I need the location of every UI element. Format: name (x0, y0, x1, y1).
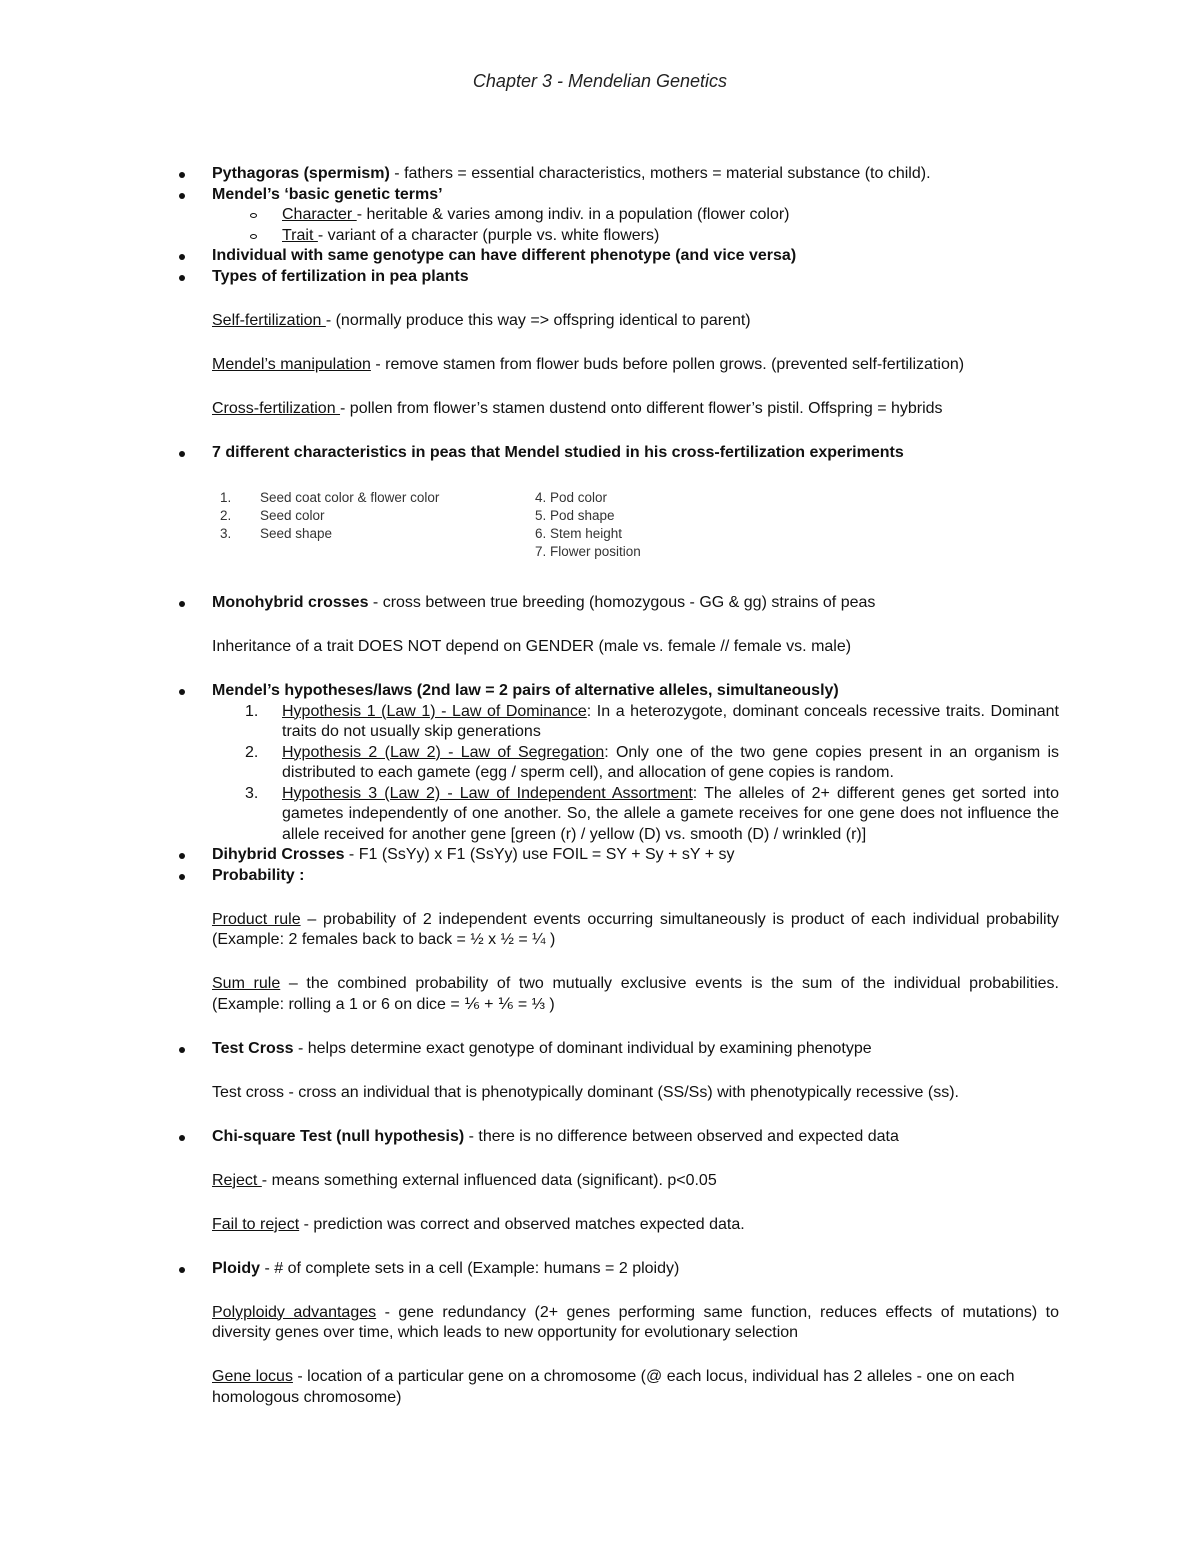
bullet-dihybrid: Dihybrid Crosses - F1 (SsYy) x F1 (SsYy) use FOIL = SY + Sy + sY + sy (212, 845, 1059, 866)
para-polyploidy: Polyploidy advantages - gene redundancy (2+ genes performing same function, reduces effects of mutations) to diversity genes over time, which leads to new opportunity for evolutionary selection (212, 1303, 1059, 1341)
list-item: 6. Stem height (535, 526, 623, 541)
hypothesis-3: 3. Hypothesis 3 (Law 2) - Law of Independent Assortment: The alleles of 2+ different genes get sorted into gametes independently of one another. So, the allele a gamete receives for one gene does not influence the allele received for another gene [green (r) / yellow (D) vs. smooth (D) / wrinkled (r)] (245, 784, 1059, 843)
bullet-seven-characteristics: 7 different characteristics in peas that Mendel studied in his cross-fertilization experiments (212, 443, 1059, 464)
characteristics-column-right (535, 489, 795, 561)
para-cross-fertilization: Cross-fertilization - pollen from flower’s stamen dustend onto different flower’s pistil. Offspring = hybrids (212, 399, 943, 417)
sub-bullet-character: Character - heritable & varies among indiv. in a population (flower color) (212, 205, 1059, 226)
bullet-fertilization-types: Types of fertilization in pea plants (212, 267, 1059, 288)
list-item: 1. Seed coat color & flower color (220, 490, 440, 505)
bullet-monohybrid: Monohybrid crosses - cross between true breeding (homozygous - GG & gg) strains of peas (212, 593, 1059, 614)
list-item: 2. Seed color (220, 508, 325, 523)
para-inheritance-gender: Inheritance of a trait DOES NOT depend on GENDER (male vs. female // female vs. male) (212, 638, 852, 655)
sub-bullet-trait: Trait - variant of a character (purple vs. white flowers) (212, 226, 1059, 247)
list-item: 3. Seed shape (220, 526, 333, 541)
list-item: 4. Pod color (535, 490, 608, 505)
characteristics-list (212, 489, 1059, 561)
list-item: 5. Pod shape (535, 508, 615, 523)
para-mendels-manipulation: Mendel’s manipulation - remove stamen from flower buds before pollen grows. (prevented self-fertilization) (212, 355, 965, 373)
notes-body (212, 164, 1059, 1408)
list-item: 7. Flower position (535, 544, 641, 559)
bullet-basic-terms: Mendel’s ‘basic genetic terms’ (212, 185, 1059, 206)
page-title: Chapter 3 - Mendelian Genetics (472, 71, 728, 91)
para-fail-to-reject: Fail to reject - prediction was correct and observed matches expected data. (212, 1215, 745, 1233)
bullet-chi-square: Chi-square Test (null hypothesis) - there is no difference between observed and expected data (212, 1127, 1059, 1148)
para-gene-locus: Gene locus - location of a particular gene on a chromosome (@ each locus, individual has 2 alleles - one on each homologous chromosome) (212, 1368, 1015, 1406)
para-product-rule: Product rule – probability of 2 independent events occurring simultaneously is product of each individual probability (Example: 2 females back to back = ½ x ½ = ¼ ) (212, 910, 1060, 948)
hypothesis-2: 2. Hypothesis 2 (Law 2) - Law of Segregation: Only one of the two gene copies present in an organism is distributed to each gamete (egg / sperm cell), and allocation of gene copies is random. (245, 743, 1059, 781)
bullet-test-cross: Test Cross - helps determine exact genotype of dominant individual by examining phenotype (212, 1039, 1059, 1060)
bullet-probability: Probability : (212, 866, 1059, 887)
characteristics-column-left (220, 489, 520, 543)
para-reject: Reject - means something external influenced data (significant). p<0.05 (212, 1171, 717, 1189)
bullet-pythagoras: Pythagoras (spermism) - fathers = essential characteristics, mothers = material substance (to child). (212, 164, 1059, 185)
bullet-ploidy: Ploidy - # of complete sets in a cell (Example: humans = 2 ploidy) (212, 1259, 1059, 1280)
para-test-cross: Test cross - cross an individual that is phenotypically dominant (SS/Ss) with phenotypically recessive (ss). (212, 1083, 959, 1101)
para-sum-rule: Sum rule – the combined probability of two mutually exclusive events is the sum of the individual probabilities. (Example: rolling a 1 or 6 on dice = ⅙ + ⅙ = ⅓ ) (212, 975, 1059, 1013)
para-self-fertilization: Self-fertilization - (normally produce this way => offspring identical to parent) (212, 311, 751, 329)
bullet-hypotheses: Mendel’s hypotheses/laws (2nd law = 2 pairs of alternative alleles, simultaneously) (212, 681, 1059, 702)
bullet-genotype-phenotype: Individual with same genotype can have different phenotype (and vice versa) (212, 246, 1059, 267)
hypothesis-1: 1. Hypothesis 1 (Law 1) - Law of Dominance: In a heterozygote, dominant conceals recessive traits. Dominant traits do not usually skip generations (245, 702, 1060, 740)
